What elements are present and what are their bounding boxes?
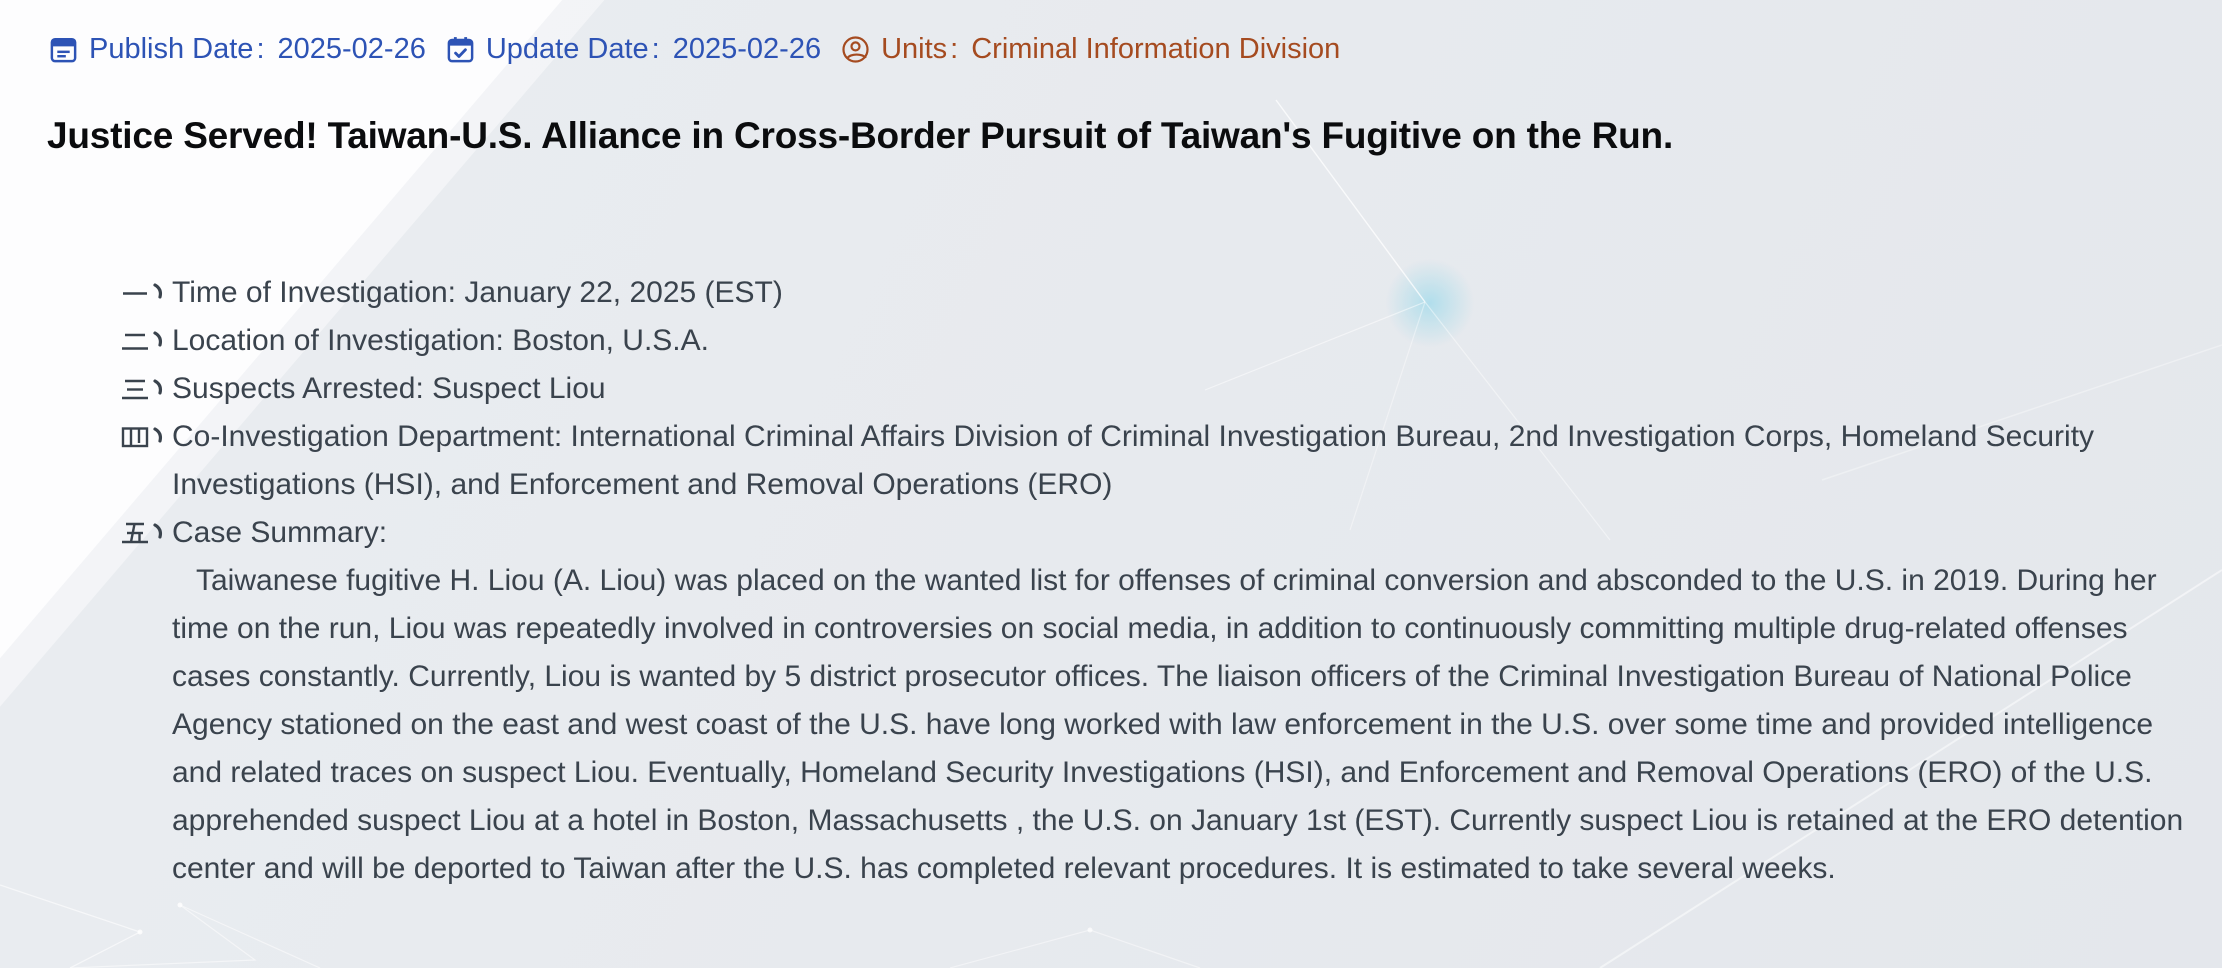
update-date-label: Update Date [485, 33, 649, 65]
publish-date-separator: : [256, 33, 265, 65]
list-item [118, 413, 2204, 509]
cjk-numeral-three-marker [118, 365, 172, 406]
article-meta-bar [48, 33, 1359, 66]
list-item [118, 365, 2204, 413]
cjk-numeral-two-marker [118, 317, 172, 358]
calendar-check-icon [445, 34, 476, 65]
cjk-numeral-five-marker [118, 509, 172, 550]
units-separator: : [950, 33, 959, 65]
cjk-numeral-two-icon [118, 324, 170, 358]
publish-date-label: Publish Date [89, 33, 254, 65]
list-item-text: Co-Investigation Department: International Criminal Affairs Division of Criminal Investigation Bureau, 2nd Investigation Corps, Homeland Security Investigations (HSI), and Enforcement and Removal Operations (ERO) [172, 420, 2095, 501]
cjk-numeral-four-icon [118, 420, 170, 454]
cjk-numeral-five-icon [118, 516, 170, 550]
update-date-separator: : [651, 33, 660, 65]
cjk-numeral-one-icon [118, 276, 170, 310]
list-item-text: Case Summary: [172, 516, 388, 549]
units-label: Units [881, 33, 948, 65]
update-date [445, 33, 821, 66]
list-item-text: Suspects Arrested: Suspect Liou [172, 372, 606, 405]
list-item-text: Location of Investigation: Boston, U.S.A. [172, 324, 709, 357]
list-item [118, 269, 2204, 317]
article-body [118, 269, 2204, 893]
publish-date-value: 2025-02-26 [277, 33, 426, 65]
cjk-numeral-one-marker [118, 269, 172, 310]
memo-icon [48, 34, 79, 65]
page-title: Justice Served! Taiwan-U.S. Alliance in Cross-Border Pursuit of Taiwan's Fugitive on the Run. [47, 115, 1674, 156]
list-item [118, 509, 2204, 557]
person-circle-icon [840, 34, 871, 65]
list-item-text: Time of Investigation: January 22, 2025 (EST) [172, 276, 783, 309]
units-value: Criminal Information Division [971, 33, 1341, 65]
list-item [118, 317, 2204, 365]
units [840, 33, 1340, 66]
cjk-numeral-four-marker [118, 413, 172, 454]
cjk-numeral-three-icon [118, 372, 170, 406]
publish-date [48, 33, 426, 66]
case-summary-paragraph: Taiwanese fugitive H. Liou (A. Liou) was placed on the wanted list for offenses of criminal conversion and absconded to the U.S. in 2019. During her time on the run, Liou was repeatedly involved in controversies on social media, in addition to continuously committing multiple drug-related offenses cases constantly. Currently, Liou is wanted by 5 district prosecutor offices. The liaison officers of the Criminal Investigation Bureau of National Police Agency stationed on the east and west coast of the U.S. have long worked with law enforcement in the U.S. over some time and provided intelligence and related traces on suspect Liou. Eventually, Homeland Security Investigations (HSI), and Enforcement and Removal Operations (ERO) of the U.S. apprehended suspect Liou at a hotel in Boston, Massachusetts , the U.S. on January 1st (EST). Currently suspect Liou is retained at the ERO detention center and will be deported to Taiwan after the U.S. has completed relevant procedures. It is estimated to take several weeks. [172, 564, 2184, 885]
update-date-value: 2025-02-26 [672, 33, 822, 65]
